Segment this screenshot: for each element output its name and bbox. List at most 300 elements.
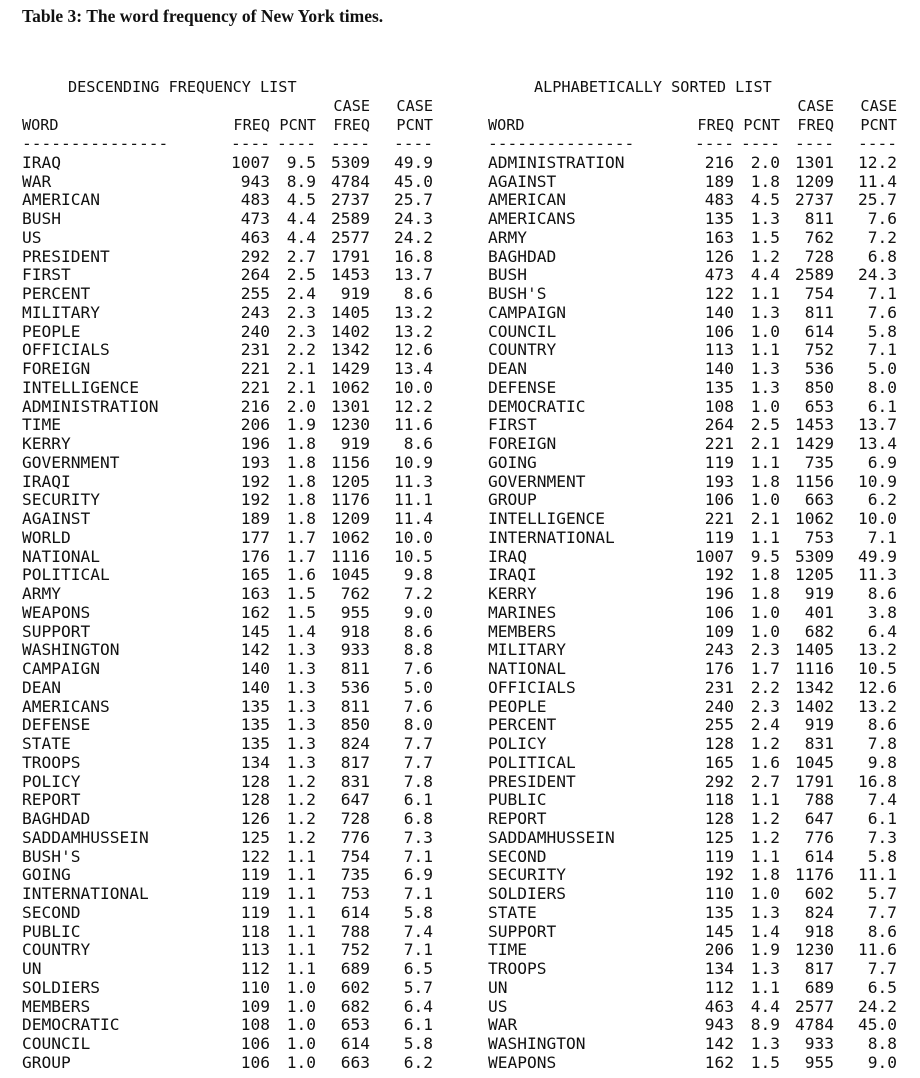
case-freq-cell: 1405 [331,302,370,322]
freq-cell: 106 [704,490,734,510]
list-title: DESCENDING FREQUENCY LIST [68,78,297,96]
case-pcnt-cell: 8.6 [867,584,897,603]
freq-cell: 255 [704,715,734,735]
pcnt-cell: 1.2 [286,790,316,810]
case-freq-cell: 1045 [331,565,370,585]
freq-cell: 135 [240,734,270,753]
case-pcnt-cell: 7.3 [867,827,897,847]
freq-cell: 943 [704,1015,734,1035]
freq-cell: 109 [704,621,734,641]
word-cell: BUSH'S [488,284,547,303]
pcnt-cell: 1.3 [750,209,780,228]
case-freq-cell: 955 [340,602,370,622]
case-pcnt-cell: 7.1 [403,846,433,866]
case-pcnt-cell: 10.5 [858,659,897,678]
word-cell: SADDAMHUSSEIN [488,827,615,847]
freq-cell: 943 [240,171,270,191]
case-freq-cell: 919 [340,284,370,303]
freq-cell: 140 [704,302,734,322]
case-freq-cell: 1453 [331,265,370,285]
case-freq-cell: 918 [804,921,834,941]
freq-cell: 192 [240,490,270,510]
case-pcnt-cell: 5.8 [403,902,433,922]
column-header: WORD [22,116,59,134]
word-cell: CAMPAIGN [22,659,100,678]
word-cell: MEMBERS [488,621,557,641]
case-pcnt-cell: 10.5 [394,546,433,566]
word-cell: AMERICAN [488,190,566,210]
freq-cell: 231 [240,340,270,360]
pcnt-cell: 2.5 [750,415,780,435]
case-pcnt-cell: 9.8 [403,565,433,585]
freq-cell: 292 [704,771,734,791]
case-freq-cell: 602 [804,884,834,903]
case-pcnt-cell: 5.8 [867,846,897,866]
freq-cell: 106 [240,1034,270,1053]
freq-cell: 126 [704,246,734,266]
pcnt-cell: 4.5 [286,190,316,210]
word-cell: SECOND [22,902,81,922]
case-freq-cell: 754 [340,846,370,866]
case-pcnt-cell: 8.0 [867,377,897,397]
pcnt-cell: 1.1 [286,921,316,941]
freq-cell: 112 [240,959,270,978]
case-freq-cell: 4784 [331,171,370,191]
case-pcnt-cell: 7.8 [403,771,433,791]
pcnt-cell: 1.0 [286,1034,316,1053]
case-freq-cell: 1429 [331,359,370,378]
case-pcnt-cell: 7.2 [403,584,433,603]
word-cell: UN [488,977,508,997]
case-freq-cell: 1209 [795,171,834,191]
word-cell: PUBLIC [488,790,547,810]
column-header: FREQ [333,116,370,134]
case-pcnt-cell: 8.6 [867,921,897,941]
case-freq-cell: 1116 [795,659,834,678]
case-freq-cell: 933 [340,640,370,660]
word-cell: FIRST [488,415,537,435]
word-cell: AMERICANS [22,696,110,716]
word-cell: OFFICIALS [488,677,576,697]
case-freq-cell: 2577 [331,227,370,247]
pcnt-cell: 1.9 [750,940,780,960]
case-pcnt-cell: 49.9 [858,546,897,566]
case-pcnt-cell: 24.2 [858,996,897,1016]
case-freq-cell: 811 [340,696,370,716]
freq-cell: 128 [240,771,270,791]
freq-cell: 1007 [231,152,270,172]
pcnt-cell: 1.3 [286,659,316,678]
word-cell: PERCENT [22,284,91,303]
pcnt-cell: 1.2 [750,827,780,847]
word-cell: GROUP [488,490,537,510]
pcnt-cell: 1.3 [286,640,316,660]
case-freq-cell: 1062 [795,509,834,528]
freq-cell: 255 [240,284,270,303]
pcnt-cell: 1.1 [286,884,316,903]
word-cell: POLICY [22,771,81,791]
case-freq-cell: 1301 [331,396,370,416]
case-pcnt-cell: 10.0 [394,377,433,397]
word-cell: ARMY [488,227,527,247]
word-cell: KERRY [22,434,71,453]
word-cell: AMERICANS [488,209,576,228]
case-pcnt-cell: 7.7 [403,752,433,772]
word-cell: POLICY [488,734,547,753]
case-freq-cell: 2577 [795,996,834,1016]
case-pcnt-cell: 7.7 [403,734,433,753]
case-pcnt-cell: 9.0 [867,1052,897,1072]
case-freq-cell: 1209 [331,509,370,528]
word-cell: AMERICAN [22,190,100,210]
word-cell: IRAQ [22,152,61,172]
freq-cell: 122 [240,846,270,866]
word-cell: ADMINISTRATION [488,152,625,172]
pcnt-cell: 2.0 [750,152,780,172]
pcnt-cell: 2.3 [750,640,780,660]
freq-cell: 163 [704,227,734,247]
freq-cell: 125 [240,827,270,847]
case-freq-cell: 614 [340,1034,370,1053]
freq-cell: 142 [240,640,270,660]
freq-cell: 165 [704,752,734,772]
case-pcnt-cell: 13.7 [858,415,897,435]
freq-cell: 192 [240,471,270,491]
word-cell: GROUP [22,1052,71,1072]
case-pcnt-cell: 6.9 [867,452,897,472]
case-freq-cell: 776 [340,827,370,847]
freq-cell: 128 [240,790,270,810]
word-cell: SECURITY [488,865,566,885]
freq-cell: 113 [240,940,270,960]
pcnt-cell: 1.8 [750,171,780,191]
freq-cell: 134 [704,959,734,978]
case-freq-cell: 1045 [795,752,834,772]
case-freq-cell: 2589 [795,265,834,285]
case-freq-cell: 824 [804,902,834,922]
freq-cell: 221 [704,509,734,528]
pcnt-cell: 1.0 [750,321,780,341]
case-pcnt-cell: 8.6 [403,284,433,303]
case-pcnt-cell: 12.2 [858,152,897,172]
case-pcnt-cell: 6.5 [867,977,897,997]
case-pcnt-cell: 7.7 [867,902,897,922]
word-cell: DEAN [488,359,527,378]
freq-cell: 135 [704,377,734,397]
case-pcnt-cell: 5.0 [403,677,433,697]
case-freq-cell: 663 [804,490,834,510]
word-cell: SUPPORT [22,621,91,641]
word-cell: MEMBERS [22,996,91,1016]
freq-cell: 221 [240,377,270,397]
word-cell: COUNCIL [22,1034,91,1053]
case-pcnt-cell: 13.2 [394,302,433,322]
freq-cell: 163 [240,584,270,603]
case-pcnt-cell: 6.4 [403,996,433,1016]
pcnt-cell: 1.8 [750,471,780,491]
word-cell: GOVERNMENT [488,471,586,491]
freq-cell: 176 [704,659,734,678]
freq-cell: 473 [704,265,734,285]
case-freq-cell: 1176 [795,865,834,885]
case-freq-cell: 2589 [331,209,370,228]
column-header: PCNT [743,116,780,134]
freq-cell: 216 [240,396,270,416]
pcnt-cell: 2.1 [286,377,316,397]
pcnt-cell: 1.0 [750,396,780,416]
pcnt-cell: 1.3 [286,752,316,772]
freq-cell: 176 [240,546,270,566]
column-header: PCNT [279,116,316,134]
pcnt-cell: 1.3 [750,902,780,922]
word-cell: DEMOCRATIC [22,1015,120,1035]
freq-cell: 145 [704,921,734,941]
pcnt-cell: 1.0 [750,490,780,510]
freq-cell: 189 [240,509,270,528]
separator: ---- [231,134,270,153]
separator: ---- [858,134,897,153]
word-cell: GOING [22,865,71,885]
pcnt-cell: 1.1 [286,846,316,866]
case-pcnt-cell: 7.6 [403,659,433,678]
word-cell: INTELLIGENCE [22,377,139,397]
case-freq-cell: 653 [340,1015,370,1035]
case-pcnt-cell: 16.8 [394,246,433,266]
case-pcnt-cell: 7.6 [403,696,433,716]
case-freq-cell: 1205 [331,471,370,491]
word-cell: WAR [22,171,52,191]
case-pcnt-cell: 6.1 [403,1015,433,1035]
freq-cell: 292 [240,246,270,266]
word-cell: STATE [488,902,537,922]
separator: --------------- [488,134,635,153]
freq-cell: 483 [704,190,734,210]
case-pcnt-cell: 11.3 [394,471,433,491]
pcnt-cell: 1.2 [286,809,316,828]
case-pcnt-cell: 12.6 [858,677,897,697]
freq-cell: 231 [704,677,734,697]
pcnt-cell: 2.1 [750,509,780,528]
case-freq-cell: 663 [340,1052,370,1072]
freq-cell: 106 [704,321,734,341]
case-freq-cell: 788 [804,790,834,810]
freq-cell: 112 [704,977,734,997]
word-cell: MARINES [488,602,557,622]
case-freq-cell: 1062 [331,377,370,397]
freq-cell: 140 [704,359,734,378]
case-pcnt-cell: 6.1 [403,790,433,810]
case-freq-cell: 1791 [331,246,370,266]
pcnt-cell: 1.1 [286,959,316,978]
word-cell: PEOPLE [22,321,81,341]
freq-cell: 126 [240,809,270,828]
pcnt-cell: 4.4 [286,209,316,228]
case-pcnt-cell: 5.7 [403,977,433,997]
case-freq-cell: 831 [340,771,370,791]
word-cell: DEMOCRATIC [488,396,586,416]
case-pcnt-cell: 25.7 [858,190,897,210]
pcnt-cell: 1.2 [750,734,780,753]
case-freq-cell: 955 [804,1052,834,1072]
case-pcnt-cell: 8.0 [403,715,433,735]
pcnt-cell: 1.3 [750,359,780,378]
freq-cell: 135 [240,715,270,735]
pcnt-cell: 2.2 [286,340,316,360]
pcnt-cell: 9.5 [750,546,780,566]
case-freq-cell: 536 [340,677,370,697]
case-pcnt-cell: 45.0 [858,1015,897,1035]
column-header: PCNT [860,116,897,134]
case-pcnt-cell: 13.4 [394,359,433,378]
pcnt-cell: 2.7 [286,246,316,266]
case-freq-cell: 689 [340,959,370,978]
case-freq-cell: 1402 [331,321,370,341]
freq-cell: 113 [704,340,734,360]
freq-cell: 145 [240,621,270,641]
pcnt-cell: 1.5 [750,1052,780,1072]
case-freq-cell: 824 [340,734,370,753]
word-cell: REPORT [22,790,81,810]
case-pcnt-cell: 13.2 [858,696,897,716]
freq-cell: 473 [240,209,270,228]
case-pcnt-cell: 5.0 [867,359,897,378]
case-pcnt-cell: 7.1 [403,884,433,903]
freq-cell: 243 [240,302,270,322]
column-header: FREQ [697,116,734,134]
word-cell: FOREIGN [488,434,557,453]
pcnt-cell: 1.3 [286,734,316,753]
separator: ---- [331,134,370,153]
freq-cell: 108 [704,396,734,416]
freq-cell: 483 [240,190,270,210]
freq-cell: 221 [240,359,270,378]
column-header: CASE [396,97,433,115]
case-pcnt-cell: 6.1 [867,396,897,416]
table-caption: Table 3: The word frequency of New York times. [22,6,384,26]
word-cell: US [22,227,42,247]
separator: ---- [394,134,433,153]
case-freq-cell: 850 [340,715,370,735]
word-cell: WASHINGTON [22,640,120,660]
word-cell: BUSH [488,265,527,285]
freq-cell: 1007 [695,546,734,566]
separator: ---- [277,134,316,153]
case-freq-cell: 753 [340,884,370,903]
freq-cell: 128 [704,734,734,753]
word-cell: OFFICIALS [22,340,110,360]
case-pcnt-cell: 6.8 [403,809,433,828]
word-cell: KERRY [488,584,537,603]
pcnt-cell: 1.5 [286,584,316,603]
pcnt-cell: 4.4 [286,227,316,247]
word-cell: NATIONAL [22,546,100,566]
word-cell: ADMINISTRATION [22,396,159,416]
word-cell: PUBLIC [22,921,81,941]
case-freq-cell: 817 [340,752,370,772]
word-cell: FIRST [22,265,71,285]
pcnt-cell: 1.1 [286,940,316,960]
case-pcnt-cell: 11.6 [858,940,897,960]
pcnt-cell: 4.4 [750,996,780,1016]
case-freq-cell: 1062 [331,527,370,547]
word-cell: US [488,996,508,1016]
word-cell: ARMY [22,584,61,603]
pcnt-cell: 2.4 [286,284,316,303]
case-pcnt-cell: 7.8 [867,734,897,753]
word-cell: PEOPLE [488,696,547,716]
column-header: CASE [860,97,897,115]
pcnt-cell: 1.0 [750,621,780,641]
case-pcnt-cell: 8.8 [867,1034,897,1053]
word-cell: SECOND [488,846,547,866]
case-pcnt-cell: 11.1 [394,490,433,510]
column-header: FREQ [233,116,270,134]
word-cell: TIME [22,415,61,435]
case-freq-cell: 614 [340,902,370,922]
pcnt-cell: 4.5 [750,190,780,210]
case-freq-cell: 1301 [795,152,834,172]
pcnt-cell: 1.8 [286,490,316,510]
case-freq-cell: 1453 [795,415,834,435]
case-freq-cell: 811 [804,302,834,322]
case-freq-cell: 850 [804,377,834,397]
word-cell: POLITICAL [488,752,576,772]
column-header: CASE [797,97,834,115]
case-pcnt-cell: 24.3 [394,209,433,228]
case-pcnt-cell: 11.4 [394,509,433,528]
case-freq-cell: 5309 [331,152,370,172]
freq-cell: 216 [704,152,734,172]
case-freq-cell: 2737 [331,190,370,210]
case-pcnt-cell: 11.4 [858,171,897,191]
word-cell: FOREIGN [22,359,91,378]
case-freq-cell: 653 [804,396,834,416]
case-freq-cell: 752 [340,940,370,960]
case-freq-cell: 682 [340,996,370,1016]
case-pcnt-cell: 8.8 [403,640,433,660]
pcnt-cell: 1.1 [750,790,780,810]
case-freq-cell: 1230 [331,415,370,435]
freq-cell: 119 [704,452,734,472]
case-freq-cell: 5309 [795,546,834,566]
pcnt-cell: 9.5 [286,152,316,172]
case-pcnt-cell: 6.1 [867,809,897,828]
word-cell: PRESIDENT [22,246,110,266]
freq-cell: 118 [704,790,734,810]
word-cell: GOVERNMENT [22,452,120,472]
pcnt-cell: 1.8 [286,452,316,472]
pcnt-cell: 1.0 [286,1015,316,1035]
word-cell: WASHINGTON [488,1034,586,1053]
case-freq-cell: 1156 [795,471,834,491]
case-pcnt-cell: 7.2 [867,227,897,247]
word-cell: NATIONAL [488,659,566,678]
freq-cell: 140 [240,659,270,678]
case-freq-cell: 1156 [331,452,370,472]
freq-cell: 196 [704,584,734,603]
pcnt-cell: 1.8 [286,434,316,453]
case-freq-cell: 919 [804,584,834,603]
case-pcnt-cell: 12.2 [394,396,433,416]
pcnt-cell: 1.3 [750,302,780,322]
pcnt-cell: 1.0 [750,602,780,622]
case-freq-cell: 918 [340,621,370,641]
freq-cell: 240 [704,696,734,716]
case-pcnt-cell: 7.1 [867,340,897,360]
case-freq-cell: 735 [340,865,370,885]
separator: --------------- [22,134,169,153]
case-freq-cell: 728 [804,246,834,266]
